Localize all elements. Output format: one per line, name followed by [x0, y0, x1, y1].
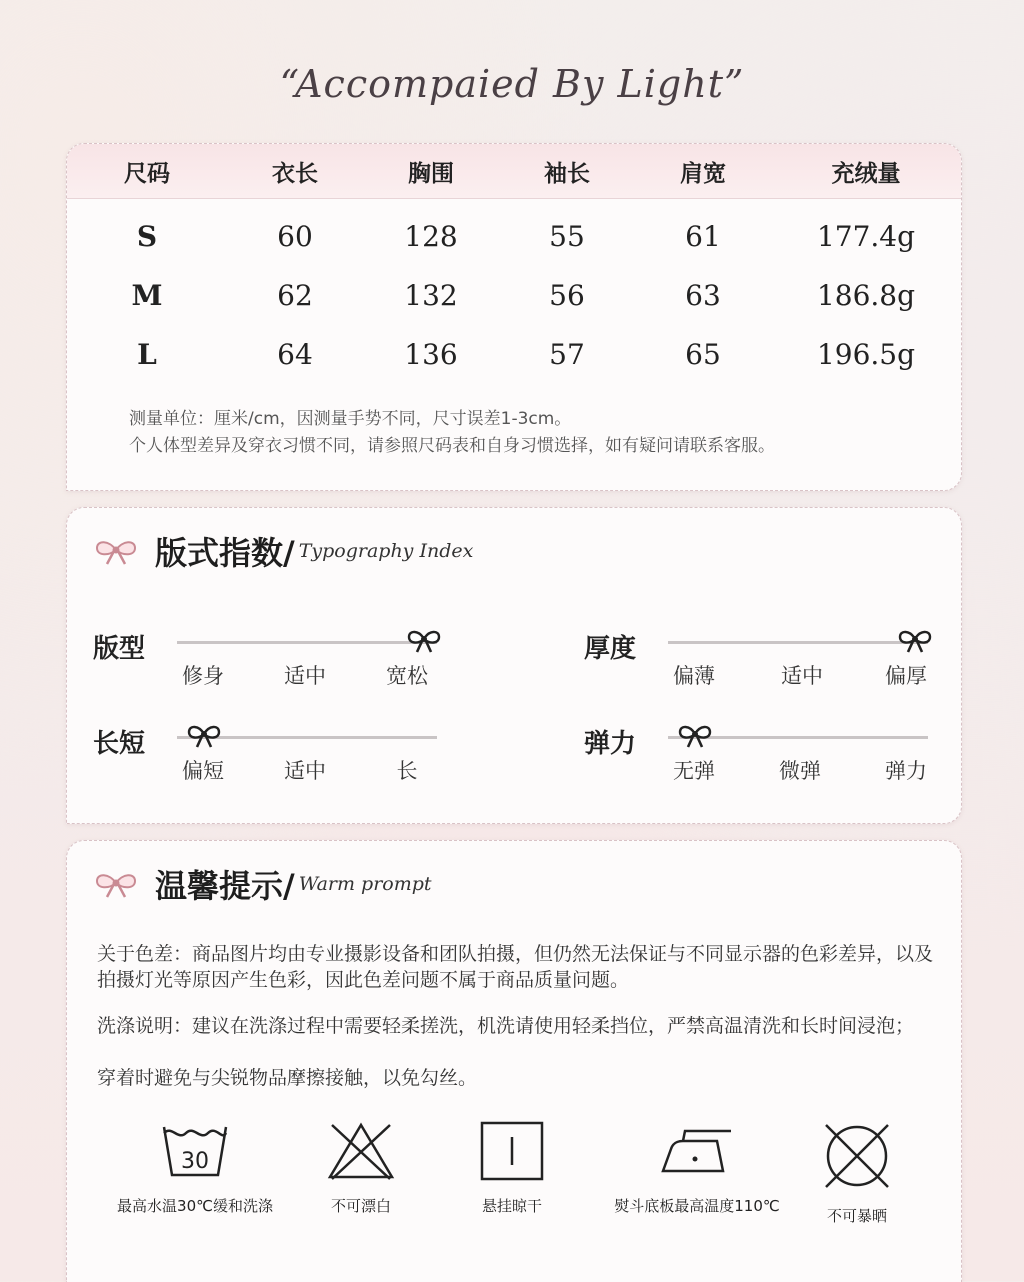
- scale-track: [177, 641, 437, 644]
- scale-tick: 宽松: [386, 664, 428, 688]
- page-title: “Accompaied By Light”: [279, 62, 745, 106]
- size-cell: L: [137, 338, 157, 371]
- section-subtitle: Warm prompt: [298, 873, 432, 895]
- washing-instructions: 洗涤说明：建议在洗涤过程中需要轻柔搓洗，机洗请使用轻柔挡位，严禁高温清洗和长时间浸泡；: [97, 1015, 915, 1037]
- header-sleeve: 袖长: [544, 160, 590, 187]
- size-cell: S: [136, 220, 158, 253]
- typography-index-card: [66, 507, 962, 824]
- scale-tick: 无弹: [673, 759, 715, 783]
- shoulder-cell: 63: [685, 279, 721, 312]
- scale-track: [668, 641, 928, 644]
- color-difference-note: 关于色差：商品图片均由专业摄影设备和团队拍摄，但仍然无法保证与不同显示器的色彩差异，以及拍摄灯光等原因产生色彩，因此色差问题不属于商品质量问题。: [97, 943, 934, 991]
- chest-cell: 132: [404, 279, 458, 312]
- scale-label: 版型: [93, 634, 146, 664]
- care-item: [422, 1121, 602, 1216]
- size-notes: [129, 406, 775, 460]
- no-tumble-dry-icon: [822, 1121, 892, 1191]
- sleeve-cell: 55: [549, 220, 585, 253]
- care-item: [105, 1121, 285, 1216]
- care-label: 熨斗底板最高温度110℃: [614, 1197, 780, 1215]
- no-bleach-icon: [326, 1121, 396, 1181]
- scale-tick: 适中: [284, 664, 326, 688]
- care-item: [767, 1121, 947, 1226]
- scale-label: 厚度: [584, 634, 637, 664]
- scale-tick: 偏薄: [673, 664, 715, 688]
- bow-marker-icon: [898, 628, 932, 654]
- care-item: [607, 1121, 787, 1216]
- bow-marker-icon: [678, 723, 712, 749]
- scale-tick: 微弹: [779, 759, 821, 783]
- scale-label: 弹力: [584, 729, 637, 759]
- shoulder-cell: 65: [685, 338, 721, 371]
- sleeve-cell: 56: [549, 279, 585, 312]
- wearing-note: 穿着时避免与尖锐物品摩擦接触，以免勾丝。: [97, 1067, 478, 1089]
- bow-icon: [93, 536, 139, 566]
- scale-tick: 偏短: [182, 759, 224, 783]
- chest-cell: 128: [404, 220, 458, 253]
- down-fill-cell: 186.8g: [816, 279, 916, 312]
- shoulder-cell: 61: [685, 220, 721, 253]
- section-header: [93, 861, 432, 907]
- wash-30-icon: [160, 1121, 230, 1181]
- table-row: [67, 325, 961, 384]
- header-size: 尺码: [124, 160, 170, 187]
- scale-tick: 弹力: [885, 759, 927, 783]
- size-table-card: [66, 143, 962, 491]
- length-cell: 64: [277, 338, 313, 371]
- bow-icon: [93, 869, 139, 899]
- table-row: [67, 207, 961, 266]
- header-chest: 胸围: [408, 160, 454, 187]
- scale-tick: 适中: [284, 759, 326, 783]
- header-length: 衣长: [272, 160, 318, 187]
- scale-label: 长短: [93, 729, 146, 759]
- size-table-header: [67, 144, 961, 199]
- scale-tick: 修身: [182, 664, 224, 688]
- size-note-line: 个人体型差异及穿衣习惯不同，请参照尺码表和自身习惯选择，如有疑问请联系客服。: [129, 436, 775, 456]
- length-cell: 60: [277, 220, 313, 253]
- section-title: 版式指数/: [155, 534, 295, 572]
- hang-dry-icon: [477, 1121, 547, 1181]
- scale-tick: 适中: [781, 664, 823, 688]
- warm-prompt-card: [66, 840, 962, 1282]
- header-down-fill: 充绒量: [831, 160, 901, 187]
- care-label: 不可漂白: [330, 1197, 391, 1215]
- header-shoulder: 肩宽: [680, 160, 726, 187]
- scale-tick: 长: [396, 759, 418, 783]
- bow-marker-icon: [407, 628, 441, 654]
- section-header: [93, 528, 473, 574]
- down-fill-cell: 177.4g: [816, 220, 916, 253]
- section-title: 温馨提示/: [155, 867, 295, 905]
- length-cell: 62: [277, 279, 313, 312]
- chest-cell: 136: [404, 338, 458, 371]
- down-fill-cell: 196.5g: [816, 338, 916, 371]
- iron-110-icon: [657, 1121, 737, 1181]
- care-label: 最高水温30℃缓和洗涤: [117, 1197, 273, 1215]
- bow-marker-icon: [187, 723, 221, 749]
- sleeve-cell: 57: [549, 338, 585, 371]
- section-subtitle: Typography Index: [298, 540, 474, 562]
- scale-tick: 偏厚: [885, 664, 927, 688]
- size-cell: M: [131, 279, 163, 312]
- care-label: 不可暴晒: [826, 1207, 887, 1225]
- table-row: [67, 266, 961, 325]
- size-note-line: 测量单位：厘米/cm，因测量手势不同，尺寸误差1-3cm。: [129, 409, 572, 429]
- care-label: 悬挂晾干: [481, 1197, 542, 1215]
- wash-temp-number: 30: [181, 1149, 209, 1174]
